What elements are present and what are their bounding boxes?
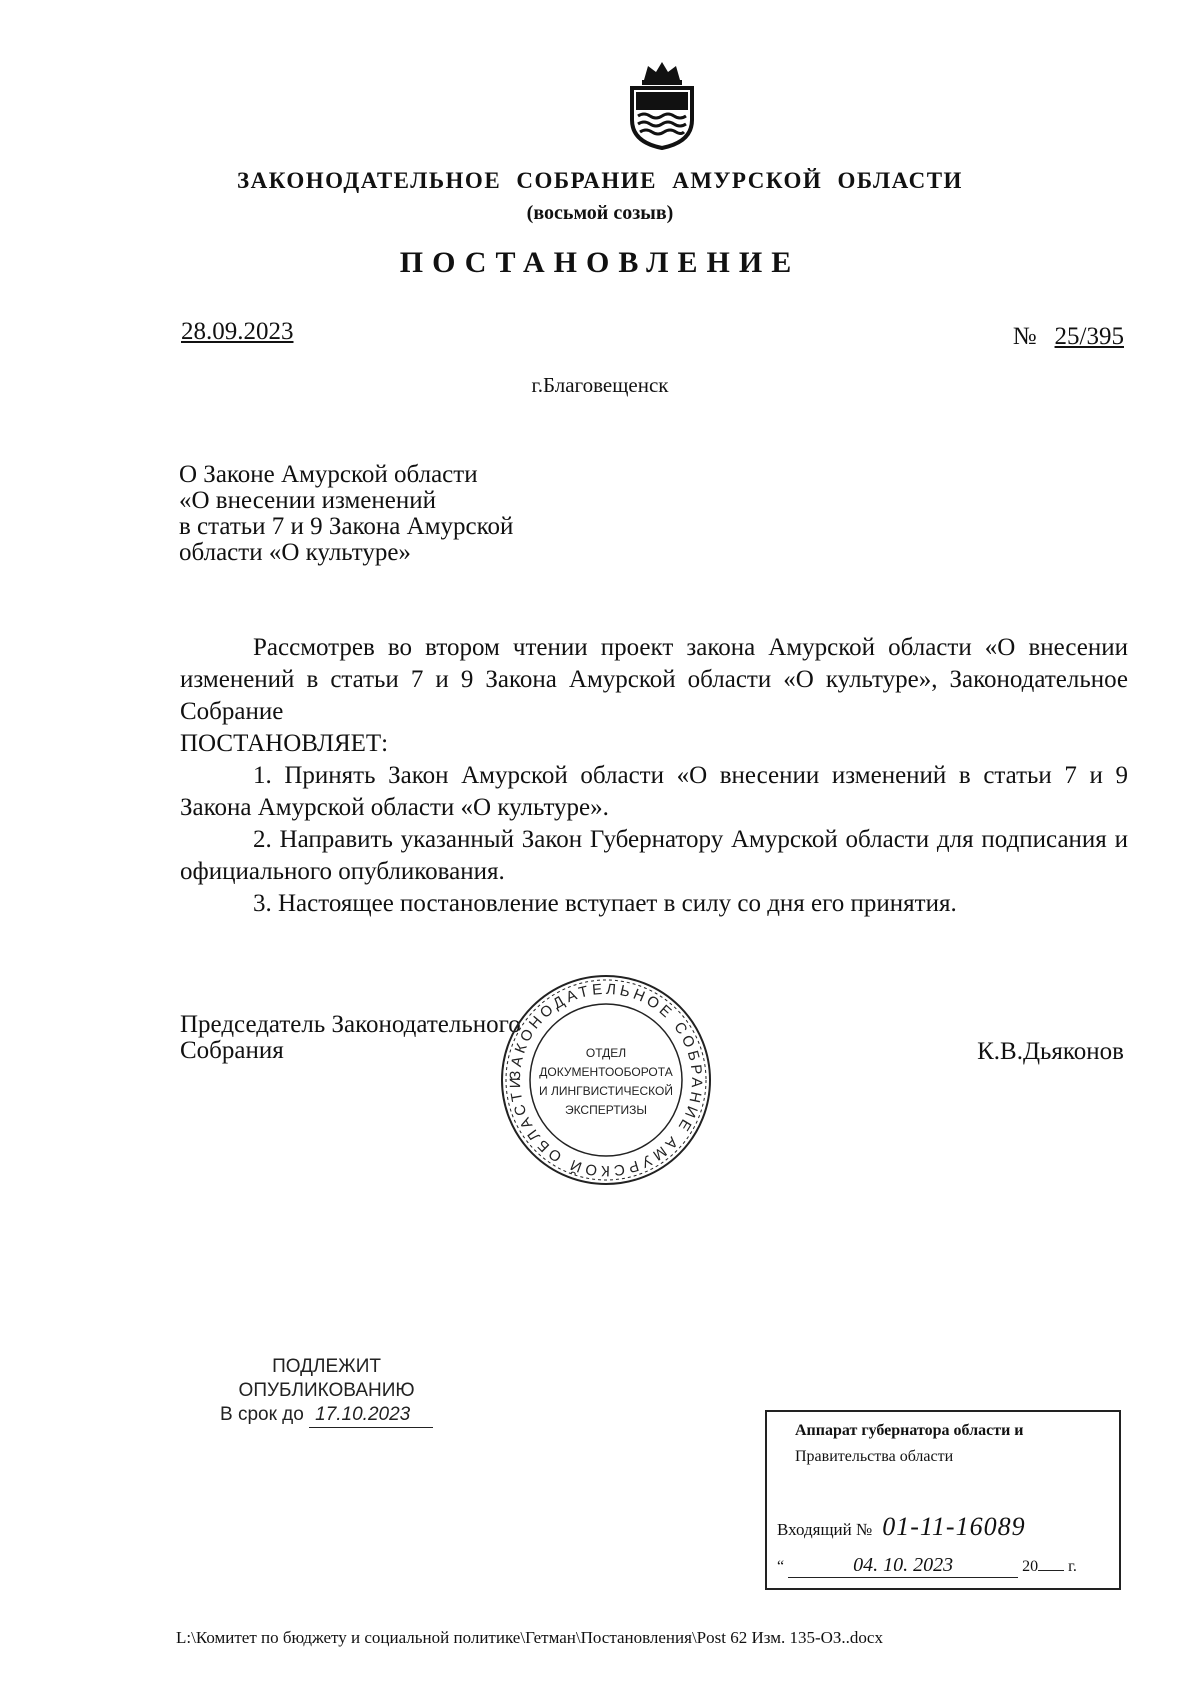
registration-org-line: Правительства области (795, 1448, 954, 1465)
resolves-heading: ПОСТАНОВЛЯЕТ: (180, 730, 389, 757)
number-sign: № (1012, 323, 1037, 350)
publish-stamp (220, 1355, 433, 1428)
subject-line: О Законе Амурской области (179, 461, 478, 488)
seal-line: ОТДЕЛ (585, 1046, 627, 1060)
official-seal (496, 970, 716, 1190)
position-line: Председатель Законодательного (180, 1011, 521, 1038)
registration-org-line: Аппарат губернатора области и (795, 1422, 1024, 1439)
file-path-footer: L:\Комитет по бюджету и социальной политике\Гетман\Постановления\Post 62 Изм. 135-ОЗ..docx (176, 1628, 883, 1647)
document-number: 25/395 (1054, 323, 1124, 350)
resolution-body (180, 632, 1128, 920)
year-suffix: г. (1068, 1558, 1077, 1575)
resolution-item-2: 2. Направить указанный Закон Губернатору Амурской области для подписания и официального опубликования. (180, 826, 1128, 885)
city: г.Благовещенск (531, 373, 669, 397)
signatory-position (180, 1012, 521, 1064)
year-prefix: 20 (1022, 1558, 1039, 1575)
seal-line: ЭКСПЕРТИЗЫ (564, 1103, 648, 1117)
intro-paragraph: Рассмотрев во втором чтении проект закона Амурской области «О внесении изменений в статьи 7 и 9 Закона Амурской области «О культуре», Законодательное Собрание (180, 634, 1128, 725)
incoming-number-row (777, 1512, 1026, 1542)
resolution-item-1: 1. Принять Закон Амурской области «О внесении изменений в статьи 7 и 9 Закона Амурской области «О культуре». (180, 762, 1128, 821)
subject-block (179, 462, 513, 566)
incoming-date: 04. 10. 2023 (788, 1554, 1018, 1578)
deadline-label: В срок до (220, 1404, 304, 1425)
position-line: Собрания (180, 1037, 284, 1064)
signatory-name: К.В.Дьяконов (977, 1038, 1124, 1065)
subject-line: в статьи 7 и 9 Закона Амурской (179, 513, 514, 540)
document-number-block (1013, 323, 1124, 351)
publish-deadline (220, 1403, 433, 1428)
svg-text:ЗАКОНОДАТЕЛЬНОЕ СОБРАНИЕ АМУРС (507, 981, 705, 1179)
publish-line: ОПУБЛИКОВАНИЮ (238, 1380, 415, 1401)
publish-line: ПОДЛЕЖИТ (272, 1356, 381, 1377)
deadline-date: 17.10.2023 (309, 1403, 433, 1428)
incoming-label: Входящий № (777, 1520, 873, 1539)
document-date: 28.09.2023 (181, 318, 294, 345)
document-type-title: ПОСТАНОВЛЕНИЕ (399, 246, 801, 279)
subject-line: «О внесении изменений (179, 487, 437, 514)
coat-of-arms-emblem (626, 58, 698, 150)
seal-ring-text: ЗАКОНОДАТЕЛЬНОЕ СОБРАНИЕ АМУРСКОЙ ОБЛАСТИ (506, 980, 706, 1180)
registration-stamp (765, 1410, 1121, 1590)
subject-line: области «О культуре» (179, 539, 411, 566)
incoming-number: 01-11-16089 (882, 1512, 1026, 1541)
resolution-item-3: 3. Настоящее постановление вступает в силу со дня его принятия. (253, 890, 957, 917)
incoming-date-row (777, 1554, 1107, 1578)
organization-name: ЗАКОНОДАТЕЛЬНОЕ СОБРАНИЕ АМУРСКОЙ ОБЛАСТИ (237, 168, 963, 193)
seal-line: И ЛИНГВИСТИЧЕСКОЙ (539, 1084, 673, 1098)
seal-line: ДОКУМЕНТООБОРОТА (539, 1065, 673, 1079)
convocation: (восьмой созыв) (526, 202, 674, 224)
year-blank (1038, 1570, 1064, 1571)
date-quote: “ (777, 1558, 785, 1575)
